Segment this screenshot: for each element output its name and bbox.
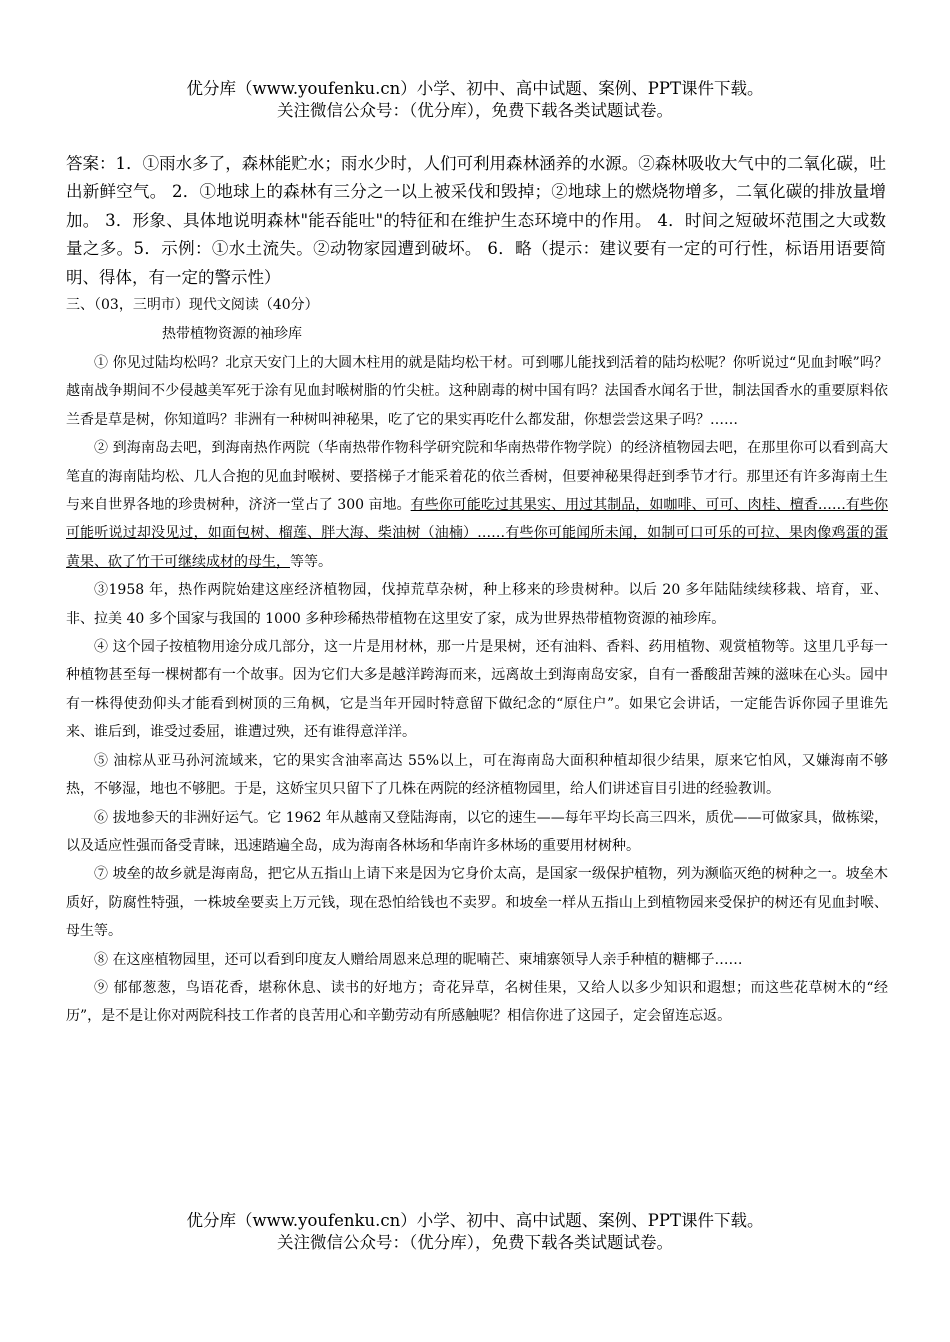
answer-block: 答案：1．①雨水多了，森林能贮水；雨水少时，人们可利用森林涵养的水源。②森林吸收大气中的二氧化碳，吐出新鲜空气。 2．①地球上的森林有三分之一以上被采伐和毁掉；②地球上的燃烧物增多，二氧化碳的排放量增加。 3．形象、具体地说明森林"能吞能吐"的特征和在维护生态环境中的作用。 4．时间之短破坏范围之大或数量之多。5．示例：①水土流失。②动物家园遭到破坏。 6．略（提示：建议要有一定的可行性，标语用语要简明、得体，有一定的警示性） (66, 154, 886, 287)
header-line-1: 优分库（www.youfenku.cn）小学、初中、高中试题、案例、PPT课件下载。 (186, 79, 764, 98)
paragraph-6: ⑥ 拔地参天的非洲好运气。它 1962 年从越南又登陆海南，以它的速生——每年平均长高三四米，质优——可做家具，做栋梁，以及适应性强而备受青睐，迅速踏遍全岛，成为海南各林场和华南许多林场的重要用材树种。 (66, 809, 888, 854)
paragraph-8: ⑧ 在这座植物园里，还可以看到印度友人赠给周恩来总理的昵喃芒、柬埔寨领导人亲手种植的糖椰子…… (94, 951, 743, 968)
article-body (66, 349, 888, 1031)
paragraph-1: ① 你见过陆均松吗？北京天安门上的大圆木柱用的就是陆均松干材。可到哪儿能找到活着的陆均松呢？你听说过“见血封喉”吗？越南战争期间不少侵越美军死于涂有见血封喉树脂的竹尖桩。这种剧毒的树中国有吗？法国香水闻名于世，制法国香水的重要原料依兰香是草是树，你知道吗？非洲有一种树叫神秘果，吃了它的果实再吃什么都发甜，你想尝尝这果子吗？…… (66, 355, 888, 428)
header-line-2: 关注微信公众号：（优分库），免费下载各类试题试卷。 (277, 101, 673, 120)
paragraph-7: ⑦ 坡垒的故乡就是海南岛，把它从五指山上请下来是因为它身价太高，是国家一级保护植物，列为濒临灭绝的树种之一。坡垒木质好，防腐性特强，一株坡垒要卖上万元钱，现在恐怕给钱也不卖罗。和坡垒一样从五指山上到植物园来受保护的树还有见血封喉、母生等。 (66, 866, 888, 940)
paragraph-3: ③1958 年，热作两院始建这座经济植物园，伐掉荒草杂树，种上移来的珍贵树种。以后 20 多年陆陆续续移栽、培育，亚、非、拉美 40 多个国家与我国的 1000 多种珍稀热带植物在这里安了家，成为世界热带植物资源的袖珍库。 (66, 582, 888, 627)
paragraph-5: ⑤ 油棕从亚马孙河流域来，它的果实含油率高达 55%以上，可在海南岛大面积种植却很少结果，原来它怕风，又嫌海南不够热，不够湿，地也不够肥。于是，这娇宝贝只留下了几株在两院的经济植物园里，给人们讲述盲目引进的经验教训。 (66, 752, 888, 798)
paragraph-2-text-a: ② 到海南岛去吧，到海南热作两院（华南热带作物科学研究院和华南热带作物学院）的经济植物园去吧，在那里你可以看到高大笔直的海南陆均松、几人合抱的见血封喉树、要搭梯子才能采着花的依兰香树，但要神秘果得赶到季节才行。那里还有许多海南土生与来自世界各地的珍贵树种，济济一堂占了 300 亩地。 (66, 440, 888, 514)
paragraph-2-underlined-text: 有些你可能吃过其果实、用过其制品，如咖啡、可可、肉桂、檀香……有些你可能听说过却没见过，如面包树、榴莲、胖大海、柴油树（油楠）……有些你可能闻所未闻，如制可口可乐的可拉、果肉像鸡蛋的蛋黄果、砍了竹干可继续成材的母生， (66, 497, 888, 570)
paragraph-9: ⑨ 郁郁葱葱，鸟语花香，堪称休息、读书的好地方；奇花异草，名树佳果，又给人以多少知识和遐想；而这些花草树木的“经历”，是不是让你对两院科技工作者的良苦用心和辛勤劳动有所感触呢？相信你进了这园子，定会留连忘返。 (66, 979, 888, 1025)
footer-line-1: 优分库（www.youfenku.cn）小学、初中、高中试题、案例、PPT课件下载。 (186, 1211, 764, 1230)
paragraph-2-text-b: 等等。 (290, 553, 332, 570)
page-footer (0, 1210, 950, 1254)
paragraph-2 (66, 434, 888, 576)
page-header (0, 78, 950, 122)
footer-line-2: 关注微信公众号：（优分库），免费下载各类试题试卷。 (277, 1233, 673, 1252)
article-title: 热带植物资源的袖珍库 (162, 326, 302, 342)
section-heading: 三、（03，三明市）现代文阅读（40分） (66, 297, 319, 313)
paragraph-4: ④ 这个园子按植物用途分成几部分，这一片是用材林，那一片是果树，还有油料、香料、药用植物、观赏植物等。这里几乎每一种植物甚至每一棵树都有一个故事。因为它们大多是越洋跨海而来，远离故土到海南岛安家，自有一番酸甜苦辣的滋味在心头。园中有一株得使劲仰头才能看到树顶的三角枫，它是当年开园时特意留下做纪念的“原住户”。如果它会讲话，一定能告诉你园子里谁先来、谁后到，谁受过委屈，谁遭过殃，还有谁得意洋洋。 (66, 639, 888, 741)
